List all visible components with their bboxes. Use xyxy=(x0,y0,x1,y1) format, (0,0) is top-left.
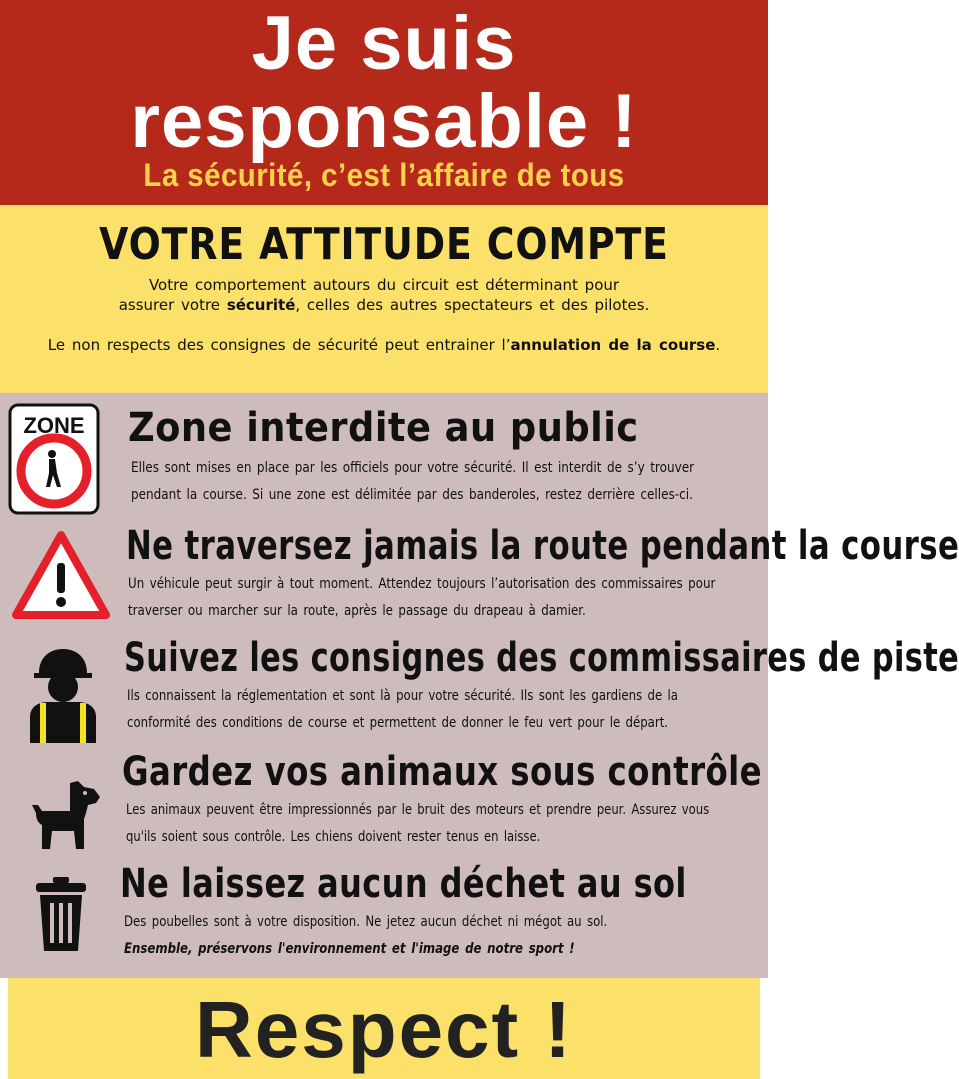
rule-animals xyxy=(0,749,768,857)
trash-bin-icon xyxy=(36,877,86,951)
zone-sign-label: ZONE xyxy=(23,413,85,438)
footer-band xyxy=(8,978,760,1079)
zone-sign-icon xyxy=(8,403,100,515)
rule-title: Ne laissez aucun déchet au sol xyxy=(120,861,687,907)
subtitle: La sécurité, c’est l’affaire de tous xyxy=(143,157,625,193)
rule-waste xyxy=(0,859,768,969)
attitude-section xyxy=(0,205,768,393)
warning-triangle-icon xyxy=(12,531,110,619)
marshal-icon xyxy=(26,647,100,743)
attitude-title: VOTRE ATTITUDE COMPTE xyxy=(99,219,669,270)
rule-text xyxy=(124,909,651,963)
attitude-text xyxy=(0,275,768,315)
rule-text-line: Des poubelles sont à votre disposition. Ne jetez aucun déchet ni mégot au sol. xyxy=(124,914,608,930)
rule-text xyxy=(127,683,743,737)
rule-title: Ne traversez jamais la route pendant la course xyxy=(126,523,959,569)
main-title-line-2: responsable ! xyxy=(130,79,638,164)
rule-title: Suivez les consignes des commissaires de piste xyxy=(124,635,959,681)
attitude-emphasis: sécurité xyxy=(226,296,296,314)
rule-title: Gardez vos animaux sous contrôle xyxy=(122,749,763,795)
rule-text-line: Les animaux peuvent être impressionnés par le bruit des moteurs et prendre peur. Assurez vous xyxy=(126,802,710,818)
rule-note: Ensemble, préservons l'environnement et l'image de notre sport ! xyxy=(124,941,575,957)
footer-text: Respect ! xyxy=(194,985,574,1074)
rules-section xyxy=(0,393,959,978)
rule-text xyxy=(128,571,751,625)
dog-icon xyxy=(30,779,102,851)
main-title-line-1: Je suis xyxy=(251,1,517,86)
rule-text xyxy=(126,797,742,851)
rule-text xyxy=(131,455,737,509)
rule-road xyxy=(0,521,959,631)
attitude-text-part: assurer votre xyxy=(118,296,227,314)
warning-emphasis: annulation de la course xyxy=(510,336,716,354)
attitude-warning xyxy=(0,336,768,354)
rule-text-line: Elles sont mises en place par les officiels pour votre sécurité. Il est interdit de s’y trouver xyxy=(131,460,695,476)
rule-text-line: Un véhicule peut surgir à tout moment. Attendez toujours l’autorisation des commissaires pour xyxy=(128,576,716,592)
rule-text-line: conformité des conditions de course et permettent de donner le feu vert pour le départ. xyxy=(127,715,669,731)
warning-text-part: Le non respects des consignes de sécurité peut entrainer l’ xyxy=(47,336,511,354)
warning-text-part: . xyxy=(715,336,721,354)
attitude-text-line-1: Votre comportement autours du circuit est déterminant pour xyxy=(148,276,620,294)
rule-text-line: qu'ils soient sous contrôle. Les chiens doivent rester tenus en laisse. xyxy=(126,829,541,845)
rule-text-line: traverser ou marcher sur la route, après le passage du drapeau à damier. xyxy=(128,603,586,619)
header-banner xyxy=(0,0,768,205)
rule-text-line: Ils connaissent la réglementation et sont là pour votre sécurité. Ils sont les gardiens de la xyxy=(127,688,679,704)
rule-title: Zone interdite au public xyxy=(128,405,639,451)
footer xyxy=(0,978,768,1079)
rule-text-line: pendant la course. Si une zone est délimitée par des banderoles, restez derrière celles-ci. xyxy=(131,487,693,503)
attitude-text-part: , celles des autres spectateurs et des pilotes. xyxy=(295,296,650,314)
rule-zone xyxy=(0,401,768,519)
rule-marshals xyxy=(0,633,959,745)
attitude-text-line-2 xyxy=(0,295,768,315)
